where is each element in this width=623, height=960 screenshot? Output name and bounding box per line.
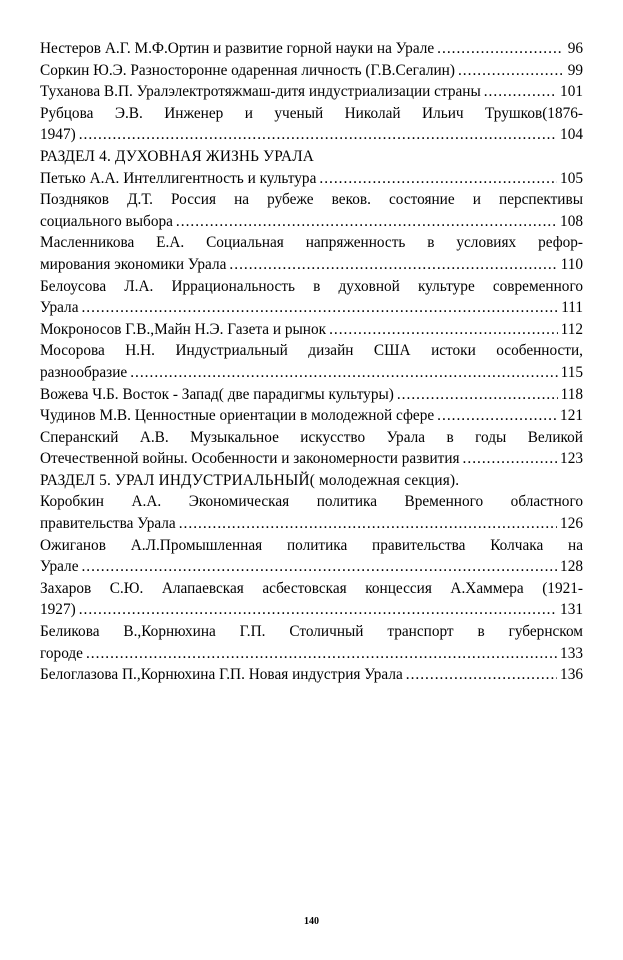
entry-title-line1: Поздняков Д.Т. Россия на рубеже веков. состояние и перспективы xyxy=(40,191,583,209)
leader-dots xyxy=(329,319,558,341)
entry-title: Соркин Ю.Э. Разносторонне одаренная личность (Г.В.Сегалин) xyxy=(40,61,455,79)
entry-page: 110 xyxy=(560,255,583,273)
leader-dots xyxy=(397,384,558,406)
entry-page: 104 xyxy=(560,126,583,144)
entry-title: Нестеров А.Г. М.Ф.Ортин и развитие горной науки на Урале xyxy=(40,40,435,57)
toc-entry xyxy=(40,232,583,275)
toc-entry xyxy=(40,38,583,60)
toc-entry xyxy=(40,535,583,578)
toc-entry xyxy=(40,81,583,103)
entry-title: Туханова В.П. Уралэлектротяжмаш-дитя индустриализации страны xyxy=(40,83,481,101)
entry-page: 96 xyxy=(567,40,583,57)
page-number: 140 xyxy=(304,916,319,927)
entry-title: Вожева Ч.Б. Восток - Запад( две парадигмы культуры) xyxy=(40,385,394,403)
entry-title-line2: Отечественной войны. Особенности и закономерности развития xyxy=(40,450,460,468)
entry-page: 128 xyxy=(560,558,583,576)
entry-title-line1: Рубцова Э.В. Инженер и ученый Николай Ильич Трушков(1876- xyxy=(40,104,583,122)
leader-dots xyxy=(437,405,557,427)
entry-page: 105 xyxy=(560,169,583,187)
toc-entry xyxy=(40,384,583,406)
leader-dots xyxy=(179,513,557,535)
toc-entry xyxy=(40,168,583,190)
leader-dots xyxy=(458,60,562,82)
entry-page: 108 xyxy=(560,212,583,230)
entry-title-line1: Мосорова Н.Н. Индустриальный дизайн США истоки особенности, xyxy=(40,342,583,360)
entry-title-line1: Масленникова Е.А. Социальная напряженность в условиях рефор- xyxy=(40,234,583,252)
entry-title: Мокроносов Г.В.,Майн Н.Э. Газета и рынок xyxy=(40,320,327,338)
entry-title-line1: Белоусова Л.А. Иррациональность в духовной культуре современного xyxy=(40,277,583,295)
entry-page: 101 xyxy=(560,83,583,101)
leader-dots xyxy=(463,448,558,470)
entry-title-line1: Беликова В.,Корнюхина Г.П. Столичный транспорт в губернском xyxy=(40,623,583,641)
leader-dots xyxy=(319,168,557,190)
toc-entry xyxy=(40,621,583,664)
leader-dots xyxy=(79,599,557,621)
entry-page: 112 xyxy=(560,320,583,338)
entry-page: 111 xyxy=(561,299,583,317)
leader-dots xyxy=(484,81,557,103)
leader-dots xyxy=(176,211,557,233)
toc-entry xyxy=(40,664,583,686)
entry-page: 115 xyxy=(560,363,583,381)
toc-entry xyxy=(40,189,583,232)
toc-entry xyxy=(40,491,583,534)
entry-page: 123 xyxy=(560,450,583,468)
toc-entry xyxy=(40,405,583,427)
leader-dots xyxy=(81,556,557,578)
toc-entry xyxy=(40,60,583,82)
entry-title-line1: Сперанский А.В. Музыкальное искусство Урала в годы Великой xyxy=(40,428,583,446)
toc-entry xyxy=(40,427,583,470)
entry-title-line2: Урале xyxy=(40,558,79,576)
entry-title: Петько А.А. Интеллигентность и культура xyxy=(40,169,317,187)
leader-dots xyxy=(406,664,557,686)
leader-dots xyxy=(130,362,557,384)
entry-page: 99 xyxy=(567,61,583,79)
entry-title: Чудинов М.В. Ценностные ориентации в молодежной сфере xyxy=(40,407,435,425)
entry-page: 121 xyxy=(560,407,583,425)
entry-title-line2: мирования экономики Урала xyxy=(40,255,227,273)
leader-dots xyxy=(81,297,558,319)
entry-title-line2: городе xyxy=(40,644,83,662)
section-heading: РАЗДЕЛ 5. УРАЛ ИНДУСТРИАЛЬНЫЙ( молодежная секция). xyxy=(40,471,460,489)
entry-title-line2: разнообразие xyxy=(40,363,128,381)
entry-page: 136 xyxy=(560,666,583,684)
toc-entry xyxy=(40,276,583,319)
entry-title-line2: правительства Урала xyxy=(40,515,176,533)
leader-dots xyxy=(229,254,557,276)
entry-title-line1: Коробкин А.А. Экономическая политика Временного областного xyxy=(40,493,583,511)
entry-page: 126 xyxy=(560,515,583,533)
entry-page: 131 xyxy=(560,601,583,619)
entry-page: 133 xyxy=(560,644,583,662)
entry-title-line1: Захаров С.Ю. Алапаевская асбестовская концессия А.Хаммера (1921- xyxy=(40,579,583,597)
leader-dots xyxy=(437,38,562,60)
toc-entry xyxy=(40,319,583,341)
entry-title-line1: Ожиганов А.Л.Промышленная политика правительства Колчака на xyxy=(40,536,583,554)
toc-entry xyxy=(40,103,583,146)
leader-dots xyxy=(79,124,557,146)
entry-title-line2: социального выбора xyxy=(40,212,173,230)
entry-page: 118 xyxy=(560,385,583,403)
entry-title-line2: 1927) xyxy=(40,601,76,619)
entry-title-line2: Урала xyxy=(40,299,79,317)
entry-title-line2: 1947) xyxy=(40,126,76,144)
section-heading: РАЗДЕЛ 4. ДУХОВНАЯ ЖИЗНЬ УРАЛА xyxy=(40,147,315,165)
entry-title: Белоглазова П.,Корнюхина Г.П. Новая индустрия Урала xyxy=(40,666,403,684)
leader-dots xyxy=(86,643,557,665)
table-of-contents xyxy=(40,38,583,686)
toc-entry xyxy=(40,578,583,621)
toc-entry xyxy=(40,340,583,383)
